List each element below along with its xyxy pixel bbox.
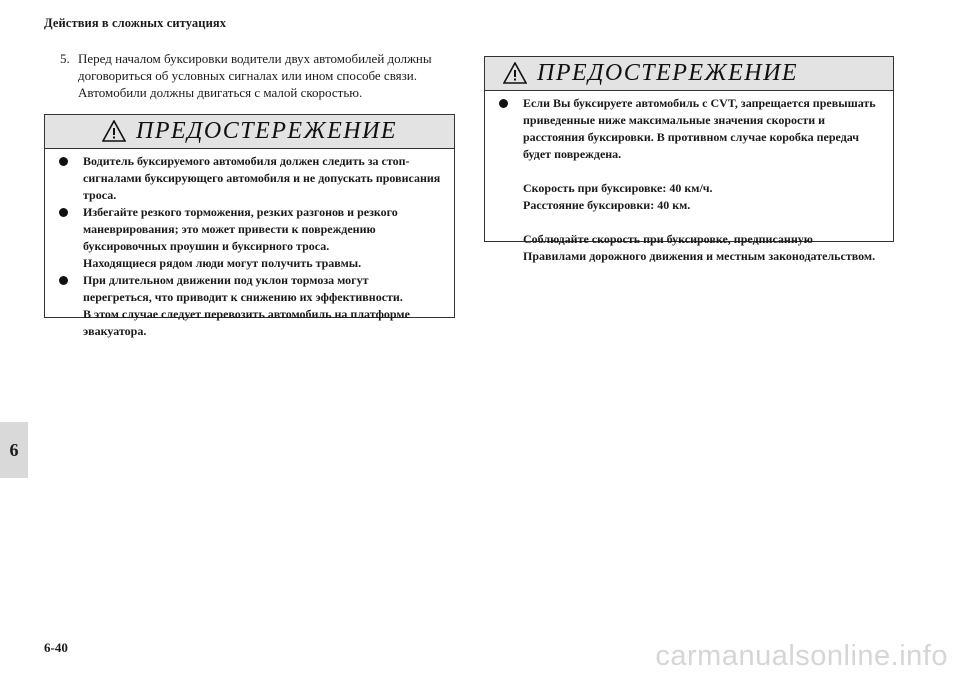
watermark: carmanualsonline.info [655,640,948,672]
bullet-dot-icon [499,99,508,108]
warning-bullet [57,272,444,340]
bullet-line: При длительном движении под уклон тормоза могут [83,273,369,287]
bullet-line: Находящиеся рядом люди могут получить травмы. [83,256,362,270]
bullet-dot-icon [59,208,68,217]
step-line: договориться об условных сигналах или ином способе связи. [78,68,417,83]
warning-body [45,149,454,346]
step-5 [60,50,460,101]
warning-bullet [497,95,883,163]
warning-bullet [57,204,444,272]
bullet-line: троса. [83,188,117,202]
bullet-line: будет повреждена. [523,147,622,161]
bullet-line: эвакуатора. [83,324,147,338]
warning-triangle-icon [503,62,527,84]
warning-bullet [57,153,444,204]
bullet-line: перегреться, что приводит к снижению их эффективности. [83,290,403,304]
bullet-line: сигналами буксирующего автомобиля и не допускать провисания [83,171,441,185]
towing-distance: Расстояние буксировки: 40 км. [523,198,691,212]
bullet-line: маневрирования; это может привести к повреждению [83,222,376,236]
towing-note-line: Соблюдайте скорость при буксировке, предписанную [523,232,813,246]
chapter-tab: 6 [0,422,28,478]
step-number: 5. [60,51,70,66]
warning-triangle-icon [102,120,126,142]
bullet-line: Водитель буксируемого автомобиля должен следить за стоп- [83,154,410,168]
bullet-dot-icon [59,157,68,166]
bullet-line: Если Вы буксируете автомобиль с CVT, запрещается превышать [523,96,876,110]
bullet-dot-icon [59,276,68,285]
warning-body [485,91,893,271]
warning-title: ПРЕДОСТЕРЕЖЕНИЕ [136,118,398,144]
bullet-line: В этом случае следует перевозить автомобиль на платформе [83,307,410,321]
warning-box-left [44,114,455,338]
bullet-line: Избегайте резкого торможения, резких разгонов и резкого [83,205,398,219]
bullet-line: приведенные ниже максимальные значения скорости и [523,113,826,127]
towing-speed: Скорость при буксировке: 40 км/ч. [523,181,713,195]
page-number: 6-40 [44,640,68,655]
step-line: Автомобили должны двигаться с малой скоростью. [78,85,363,100]
step-line: Перед началом буксировки водители двух автомобилей должны [78,51,432,66]
warning-title: ПРЕДОСТЕРЕЖЕНИЕ [537,60,799,86]
towing-note-line: Правилами дорожного движения и местным законодательством. [523,249,876,263]
warning-header [45,115,454,149]
warning-header [485,57,893,91]
bullet-line: буксировочных проушин и буксирного троса. [83,239,330,253]
bullet-line: расстояния буксировки. В противном случае коробка передач [523,130,860,144]
warning-box-right [484,56,894,263]
section-title: Действия в сложных ситуациях [44,16,227,30]
